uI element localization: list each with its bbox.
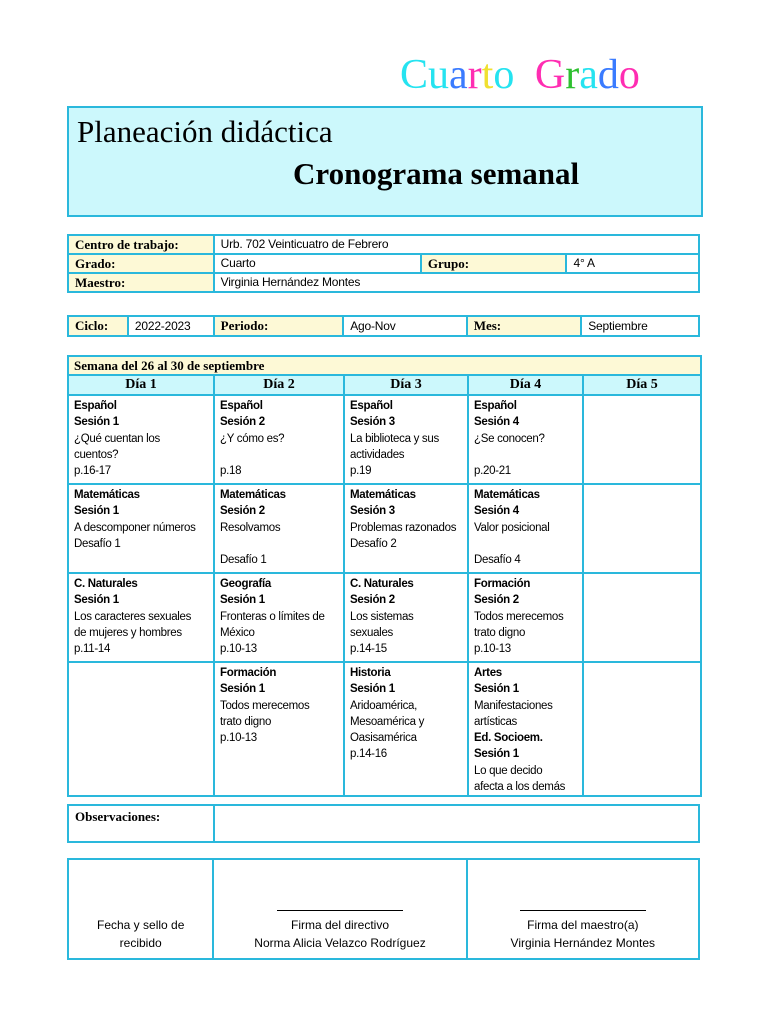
schedule-cell [468,395,583,484]
schedule-table [67,355,702,797]
activity-line: Lo que decido [474,764,543,777]
session-label: Sesión 4 [474,416,519,429]
schedule-cell [344,662,468,796]
activity-line: Oasisamérica [350,732,417,745]
schedule-cell [583,662,701,796]
grado-value: Cuarto [214,254,421,273]
ciclo-table [67,315,700,337]
activity-line: ¿Se conocen? [474,432,545,445]
day-header-4: Día 4 [468,375,583,395]
session-label: Sesión 1 [74,594,119,607]
schedule-cell [468,573,583,662]
activity-line: p.16-17 [74,465,111,478]
schedule-cell [214,484,344,573]
info-row-grado [68,254,699,273]
schedule-cell [583,484,701,573]
mes-label: Mes: [467,316,582,336]
recibido-line1: Fecha y sello de [97,918,185,932]
activity-line: Todos merecemos [220,699,310,712]
schedule-cell [344,484,468,573]
activity-line: Fronteras o límites de [220,610,325,623]
schedule-cell [68,484,214,573]
maestro-label: Maestro: [68,273,214,292]
directivo-cell [213,859,466,959]
blank-line [474,536,577,552]
maestro-value: Virginia Hernández Montes [214,273,699,292]
activity-line: p.11-14 [74,643,111,656]
header-cronograma: Cronograma semanal [293,156,580,191]
activity-line: de mujeres y hombres [74,626,182,639]
session-label: Sesión 2 [474,594,519,607]
schedule-row [68,662,701,796]
activity-line: p.20-21 [474,465,511,478]
mes-value: Septiembre [581,316,699,336]
periodo-label: Periodo: [214,316,344,336]
subject-label: Formación [474,578,531,590]
session-label: Sesión 2 [350,594,395,607]
observaciones-label: Observaciones: [68,805,214,842]
subject-label: C. Naturales [350,578,414,590]
activity-line: México [220,626,255,639]
subject-label: Matemáticas [74,489,140,501]
session-label: Sesión 3 [350,505,395,518]
schedule-cell [468,662,583,796]
activity-line: Los sistemas [350,610,414,623]
schedule-cell [68,662,214,796]
blank-line [220,536,338,552]
schedule-cell [214,662,344,796]
grupo-value: 4° A [566,254,699,273]
firmas-row [68,859,699,959]
grupo-label: Grupo: [421,254,567,273]
activity-line: p.10-13 [220,732,257,745]
schedule-cell [344,573,468,662]
session-label: Sesión 2 [220,505,265,518]
subject-label: Español [350,400,393,412]
subject-label: Matemáticas [474,489,540,501]
activity-line: ¿Qué cuentan los [74,432,160,445]
session-label: Sesión 3 [350,416,395,429]
activity-line: La biblioteca y sus [350,432,439,445]
activity-line: Todos merecemos [474,610,564,623]
activity-line: Desafío 4 [474,554,521,567]
observaciones-table [67,804,700,843]
activity-line: Problemas razonados [350,521,457,534]
session-label: Sesión 1 [474,683,519,696]
schedule-row [68,395,701,484]
week-title: Semana del 26 al 30 de septiembre [68,356,701,375]
subject-label: Español [220,400,263,412]
info-row-maestro [68,273,699,292]
session-label: Sesión 1 [220,594,265,607]
session-label: Sesión 4 [474,505,519,518]
schedule-cell [344,395,468,484]
maestro-signature-line [520,910,646,911]
page-title [400,50,640,100]
activity-line: Resolvamos [220,521,281,534]
activity-line: Mesoamérica y [350,715,425,728]
observaciones-value [214,805,699,842]
day-header-5: Día 5 [583,375,701,395]
info-table [67,234,700,293]
info-row-centro [68,235,699,254]
activity-line: Desafío 1 [220,554,267,567]
blank-line [474,447,577,463]
directivo-signature-line [277,910,403,911]
schedule-cell [214,395,344,484]
subject-label: Historia [350,667,391,679]
subject-label: Formación [220,667,277,679]
centro-value: Urb. 702 Veinticuatro de Febrero [214,235,699,254]
activity-line: p.10-13 [220,643,257,656]
activity-line: ¿Y cómo es? [220,432,285,445]
subject-label: Español [474,400,517,412]
ciclo-label: Ciclo: [68,316,128,336]
activity-line: cuentos? [74,448,119,461]
subject-label: Geografía [220,578,271,590]
subject-label: Matemáticas [350,489,416,501]
maestro-cell [467,859,699,959]
activity-line: p.19 [350,465,372,478]
blank-line [220,447,338,463]
activity-line: p.10-13 [474,643,511,656]
session-label: Sesión 1 [350,683,395,696]
maestro-name: Virginia Hernández Montes [510,936,656,950]
activity-line: Aridoamérica, [350,699,418,712]
subject-label: Español [74,400,117,412]
activity-line: trato digno [220,715,272,728]
day-header-2: Día 2 [214,375,344,395]
activity-line: A descomponer números [74,521,196,534]
schedule-row [68,573,701,662]
subject-label: Artes [474,667,502,679]
directivo-title: Firma del directivo [290,918,390,932]
schedule-cell [68,395,214,484]
day-header-1: Día 1 [68,375,214,395]
subject-label: Matemáticas [220,489,286,501]
schedule-row [68,484,701,573]
activity-line: p.18 [220,465,242,478]
session-label: Sesión 1 [74,416,119,429]
maestro-title: Firma del maestro(a) [527,918,639,932]
schedule-cell [68,573,214,662]
day-header-3: Día 3 [344,375,468,395]
activity-line: trato digno [474,626,526,639]
directivo-name: Norma Alicia Velazco Rodríguez [254,936,426,950]
activity-line: Desafío 2 [350,537,397,550]
schedule-cell [583,395,701,484]
header-box [67,106,703,217]
title-word-2: Grado [534,52,640,98]
periodo-value: Ago-Nov [343,316,466,336]
subject-label: Ed. Socioem. [474,732,543,745]
centro-label: Centro de trabajo: [68,235,214,254]
activity-line: Los caracteres sexuales [74,610,192,623]
subject-label: C. Naturales [74,578,138,590]
observaciones-row [68,805,699,842]
title-word-1: Cuarto [400,52,515,98]
session-label: Sesión 1 [474,748,519,761]
header-planeacion: Planeación didáctica [77,114,333,149]
firmas-table [67,858,700,960]
week-row [68,356,701,375]
schedule-cell [468,484,583,573]
session-label: Sesión 2 [220,416,265,429]
ciclo-value: 2022-2023 [128,316,214,336]
activity-line: Desafío 1 [74,537,121,550]
days-header-row [68,375,701,395]
activity-line: p.14-16 [350,748,387,761]
activity-line: actividades [350,448,405,461]
schedule-cell [214,573,344,662]
recibido-line2: recibido [119,936,162,950]
activity-line: Valor posicional [474,521,550,534]
schedule-cell [583,573,701,662]
session-label: Sesión 1 [74,505,119,518]
schedule-body [68,395,701,796]
grado-label: Grado: [68,254,214,273]
activity-line: artísticas [474,715,518,728]
ciclo-row [68,316,699,336]
activity-line: Manifestaciones [474,699,553,712]
recibido-cell [68,859,213,959]
activity-line: p.14-15 [350,643,387,656]
activity-line: sexuales [350,626,393,639]
activity-line: afecta a los demás [474,781,566,794]
session-label: Sesión 1 [220,683,265,696]
